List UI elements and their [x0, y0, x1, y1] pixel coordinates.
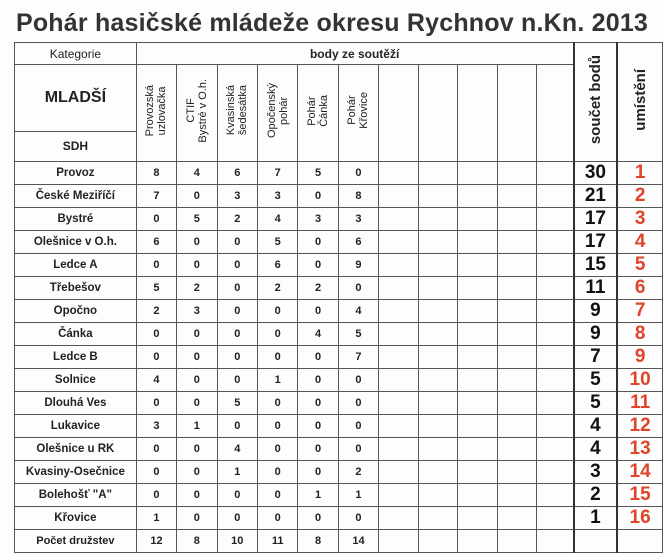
score-cell: 0: [177, 231, 217, 254]
score-cell: [537, 231, 574, 254]
score-cell: [497, 323, 537, 346]
score-cell: [379, 415, 419, 438]
score-cell: [537, 461, 574, 484]
page-title: Pohár hasičské mládeže okresu Rychnov n.Kn. 2013: [15, 8, 649, 37]
team-count-cell: [497, 530, 537, 553]
team-name: Bystré: [15, 208, 137, 231]
score-cell: 1: [298, 484, 338, 507]
competition-header: [497, 65, 537, 162]
score-cell: 0: [298, 369, 338, 392]
score-cell: [537, 300, 574, 323]
score-cell: [537, 438, 574, 461]
score-cell: [379, 162, 419, 185]
score-cell: 0: [257, 323, 297, 346]
score-cell: 0: [217, 277, 257, 300]
score-cell: [458, 277, 498, 300]
score-cell: 0: [338, 415, 378, 438]
team-name: Kvasiny-Osečnice: [15, 461, 137, 484]
score-cell: [537, 484, 574, 507]
total-points: 17: [574, 208, 618, 231]
placement: 15: [617, 484, 662, 507]
score-cell: 9: [338, 254, 378, 277]
category-value: MLADŠÍ: [15, 65, 137, 132]
score-cell: 0: [217, 346, 257, 369]
team-name: Olešnice u RK: [15, 438, 137, 461]
score-cell: [418, 185, 458, 208]
competition-name: Provozská uzlovačka: [144, 84, 169, 137]
score-cell: [458, 323, 498, 346]
team-name: Olešnice v O.h.: [15, 231, 137, 254]
score-cell: 0: [177, 461, 217, 484]
score-cell: [537, 392, 574, 415]
score-cell: 0: [136, 254, 176, 277]
score-cell: [497, 461, 537, 484]
score-cell: [418, 392, 458, 415]
total-points: 7: [574, 346, 618, 369]
score-cell: [418, 507, 458, 530]
score-cell: 0: [298, 507, 338, 530]
score-cell: [497, 300, 537, 323]
score-cell: [379, 277, 419, 300]
team-count-cell: 11: [257, 530, 297, 553]
score-cell: [418, 346, 458, 369]
score-cell: [379, 231, 419, 254]
placement: 13: [617, 438, 662, 461]
score-cell: 0: [257, 392, 297, 415]
score-cell: 5: [177, 208, 217, 231]
score-cell: 5: [338, 323, 378, 346]
score-cell: [379, 461, 419, 484]
table-row: [15, 231, 663, 254]
score-cell: 0: [136, 484, 176, 507]
score-cell: 0: [257, 415, 297, 438]
score-cell: 0: [177, 438, 217, 461]
total-points: 5: [574, 392, 618, 415]
team-count-cell: [418, 530, 458, 553]
team-name: Solnice: [15, 369, 137, 392]
competition-header: [418, 65, 458, 162]
score-cell: 0: [298, 415, 338, 438]
table-row: [15, 300, 663, 323]
competition-name: Pohár Čánka: [306, 94, 331, 127]
placement: 16: [617, 507, 662, 530]
team-name: Křovice: [15, 507, 137, 530]
competition-header: [177, 65, 217, 162]
competition-header: [298, 65, 338, 162]
score-cell: 0: [298, 392, 338, 415]
score-cell: 5: [298, 162, 338, 185]
score-cell: [458, 507, 498, 530]
placement-header: [617, 43, 662, 162]
team-name: Ledce B: [15, 346, 137, 369]
score-cell: 0: [338, 369, 378, 392]
score-cell: [379, 254, 419, 277]
score-cell: [418, 484, 458, 507]
score-cell: 3: [298, 208, 338, 231]
score-cell: 3: [177, 300, 217, 323]
table-row: [15, 484, 663, 507]
place-blank: [617, 530, 662, 553]
score-cell: 3: [257, 185, 297, 208]
score-cell: [458, 392, 498, 415]
score-cell: 6: [136, 231, 176, 254]
team-name: Opočno: [15, 300, 137, 323]
score-cell: 7: [136, 185, 176, 208]
table-row: [15, 277, 663, 300]
placement: 8: [617, 323, 662, 346]
score-cell: 0: [257, 346, 297, 369]
score-cell: [497, 415, 537, 438]
table-row: [15, 369, 663, 392]
score-cell: [458, 346, 498, 369]
score-cell: [497, 438, 537, 461]
team-name: Lukavice: [15, 415, 137, 438]
score-cell: 6: [217, 162, 257, 185]
score-cell: [379, 438, 419, 461]
team-name: Dlouhá Ves: [15, 392, 137, 415]
placement: 5: [617, 254, 662, 277]
competition-name: CTIF Bystré v O.h.: [184, 78, 209, 143]
score-cell: [379, 185, 419, 208]
score-cell: 3: [338, 208, 378, 231]
team-count-cell: 12: [136, 530, 176, 553]
placement: 9: [617, 346, 662, 369]
score-cell: 8: [136, 162, 176, 185]
total-blank: [574, 530, 618, 553]
score-cell: [497, 208, 537, 231]
score-cell: [497, 277, 537, 300]
score-cell: 0: [136, 323, 176, 346]
team-name: Ledce A: [15, 254, 137, 277]
score-cell: [379, 323, 419, 346]
score-cell: [497, 507, 537, 530]
competition-name: Opočenský pohár: [265, 82, 290, 139]
score-cell: [497, 231, 537, 254]
score-cell: 0: [217, 415, 257, 438]
placement: 14: [617, 461, 662, 484]
total-points: 9: [574, 323, 618, 346]
score-cell: 4: [177, 162, 217, 185]
score-cell: 0: [257, 438, 297, 461]
score-cell: 0: [338, 438, 378, 461]
score-cell: 2: [338, 461, 378, 484]
score-cell: 0: [217, 323, 257, 346]
score-cell: 0: [136, 461, 176, 484]
placement-header-label: umístění: [631, 68, 649, 131]
score-cell: 0: [298, 185, 338, 208]
score-cell: [458, 185, 498, 208]
score-cell: 4: [257, 208, 297, 231]
table-row: [15, 415, 663, 438]
team-count-cell: 14: [338, 530, 378, 553]
score-cell: [497, 346, 537, 369]
total-points: 3: [574, 461, 618, 484]
score-cell: 0: [217, 369, 257, 392]
placement: 2: [617, 185, 662, 208]
score-cell: 0: [177, 507, 217, 530]
score-cell: [458, 254, 498, 277]
team-count-cell: [458, 530, 498, 553]
score-cell: 2: [257, 277, 297, 300]
score-cell: [458, 484, 498, 507]
score-cell: 0: [298, 300, 338, 323]
score-cell: [497, 369, 537, 392]
total-points: 15: [574, 254, 618, 277]
score-cell: 0: [177, 185, 217, 208]
score-cell: [418, 300, 458, 323]
placement: 4: [617, 231, 662, 254]
score-cell: [497, 185, 537, 208]
score-cell: [537, 254, 574, 277]
competition-header: [338, 65, 378, 162]
score-cell: [458, 461, 498, 484]
score-cell: 0: [338, 392, 378, 415]
score-cell: [458, 231, 498, 254]
competition-header: [379, 65, 419, 162]
score-cell: 0: [338, 507, 378, 530]
score-cell: [458, 300, 498, 323]
score-cell: 8: [338, 185, 378, 208]
competition-header: [136, 65, 176, 162]
score-cell: 5: [257, 231, 297, 254]
placement: 1: [617, 162, 662, 185]
score-cell: 3: [217, 185, 257, 208]
score-cell: 0: [177, 254, 217, 277]
score-cell: 4: [338, 300, 378, 323]
score-cell: [458, 208, 498, 231]
placement: 7: [617, 300, 662, 323]
score-cell: [537, 415, 574, 438]
score-cell: 4: [217, 438, 257, 461]
score-cell: [537, 162, 574, 185]
score-cell: 1: [136, 507, 176, 530]
score-cell: 0: [217, 507, 257, 530]
score-cell: [379, 507, 419, 530]
sdh-header: SDH: [15, 131, 137, 161]
score-cell: 6: [257, 254, 297, 277]
score-cell: [497, 392, 537, 415]
score-cell: [537, 277, 574, 300]
score-cell: [537, 346, 574, 369]
category-header: Kategorie: [15, 43, 137, 65]
total-points: 30: [574, 162, 618, 185]
score-cell: [418, 231, 458, 254]
score-cell: [418, 323, 458, 346]
team-name: Čánka: [15, 323, 137, 346]
placement: 3: [617, 208, 662, 231]
score-cell: 0: [298, 438, 338, 461]
total-points: 17: [574, 231, 618, 254]
score-cell: [418, 162, 458, 185]
score-cell: 4: [136, 369, 176, 392]
placement: 11: [617, 392, 662, 415]
score-cell: 0: [217, 254, 257, 277]
total-points: 1: [574, 507, 618, 530]
score-cell: 1: [177, 415, 217, 438]
score-cell: [537, 208, 574, 231]
score-cell: [537, 323, 574, 346]
score-cell: [497, 484, 537, 507]
total-points: 4: [574, 438, 618, 461]
score-cell: [418, 461, 458, 484]
score-cell: 0: [177, 369, 217, 392]
total-points: 4: [574, 415, 618, 438]
score-cell: [537, 507, 574, 530]
score-cell: 0: [257, 461, 297, 484]
score-cell: [379, 300, 419, 323]
score-cell: 0: [136, 438, 176, 461]
total-points: 2: [574, 484, 618, 507]
competition-header: [458, 65, 498, 162]
score-cell: [379, 208, 419, 231]
score-cell: [418, 438, 458, 461]
score-cell: [379, 369, 419, 392]
team-name: Bolehošť "A": [15, 484, 137, 507]
score-cell: 0: [257, 300, 297, 323]
team-name: České Meziříčí: [15, 185, 137, 208]
score-cell: 0: [177, 323, 217, 346]
score-cell: [497, 254, 537, 277]
score-cell: 0: [257, 507, 297, 530]
competition-name: Pohár Křovice: [346, 92, 371, 129]
score-cell: 4: [298, 323, 338, 346]
score-cell: [418, 277, 458, 300]
score-cell: 0: [177, 346, 217, 369]
table-row: [15, 346, 663, 369]
score-cell: [458, 369, 498, 392]
score-cell: [379, 484, 419, 507]
score-cell: 2: [217, 208, 257, 231]
score-cell: 0: [217, 484, 257, 507]
table-row: [15, 254, 663, 277]
score-cell: 0: [136, 208, 176, 231]
score-cell: [379, 346, 419, 369]
score-cell: 0: [217, 231, 257, 254]
table-row: [15, 392, 663, 415]
score-cell: [418, 208, 458, 231]
score-cell: [418, 415, 458, 438]
score-cell: [497, 162, 537, 185]
score-cell: 0: [217, 300, 257, 323]
score-cell: 0: [136, 346, 176, 369]
placement: 12: [617, 415, 662, 438]
table-row: [15, 461, 663, 484]
score-cell: 0: [177, 484, 217, 507]
table-row: [15, 507, 663, 530]
placement: 6: [617, 277, 662, 300]
score-cell: [537, 369, 574, 392]
score-cell: [458, 162, 498, 185]
score-cell: [537, 185, 574, 208]
sum-header: [574, 43, 618, 162]
score-cell: 0: [298, 461, 338, 484]
placement: 10: [617, 369, 662, 392]
team-count-cell: 8: [298, 530, 338, 553]
total-points: 21: [574, 185, 618, 208]
team-count-cell: [379, 530, 419, 553]
score-cell: 0: [177, 392, 217, 415]
score-cell: [458, 438, 498, 461]
score-cell: 7: [338, 346, 378, 369]
table-row: [15, 438, 663, 461]
score-cell: [458, 415, 498, 438]
score-cell: 1: [217, 461, 257, 484]
sum-header-label: součet bodů: [586, 54, 604, 145]
score-cell: [418, 254, 458, 277]
table-row: [15, 162, 663, 185]
score-cell: 0: [298, 254, 338, 277]
team-count-row: [15, 530, 663, 553]
table-row: [15, 208, 663, 231]
table-row: [15, 323, 663, 346]
team-count-label: Počet družstev: [15, 530, 137, 553]
total-points: 11: [574, 277, 618, 300]
score-cell: 0: [298, 346, 338, 369]
score-cell: 5: [136, 277, 176, 300]
score-cell: 1: [338, 484, 378, 507]
score-cell: 2: [177, 277, 217, 300]
score-cell: 0: [257, 484, 297, 507]
total-points: 9: [574, 300, 618, 323]
competition-name: Kvasinská šedesátka: [225, 85, 250, 136]
team-count-cell: 8: [177, 530, 217, 553]
total-points: 5: [574, 369, 618, 392]
score-cell: 1: [257, 369, 297, 392]
competitions-header: body ze soutěží: [136, 43, 573, 65]
score-cell: 2: [298, 277, 338, 300]
team-count-cell: 10: [217, 530, 257, 553]
score-cell: 0: [338, 277, 378, 300]
score-cell: 5: [217, 392, 257, 415]
competition-header: [217, 65, 257, 162]
score-cell: 6: [338, 231, 378, 254]
team-name: Provoz: [15, 162, 137, 185]
score-cell: 2: [136, 300, 176, 323]
score-cell: 3: [136, 415, 176, 438]
results-table: [14, 42, 663, 553]
score-cell: [379, 392, 419, 415]
competition-header: [257, 65, 297, 162]
competition-header: [537, 65, 574, 162]
score-cell: [418, 369, 458, 392]
team-name: Třebešov: [15, 277, 137, 300]
table-row: [15, 185, 663, 208]
score-cell: 7: [257, 162, 297, 185]
score-cell: 0: [136, 392, 176, 415]
team-count-cell: [537, 530, 574, 553]
score-cell: 0: [338, 162, 378, 185]
score-cell: 0: [298, 231, 338, 254]
